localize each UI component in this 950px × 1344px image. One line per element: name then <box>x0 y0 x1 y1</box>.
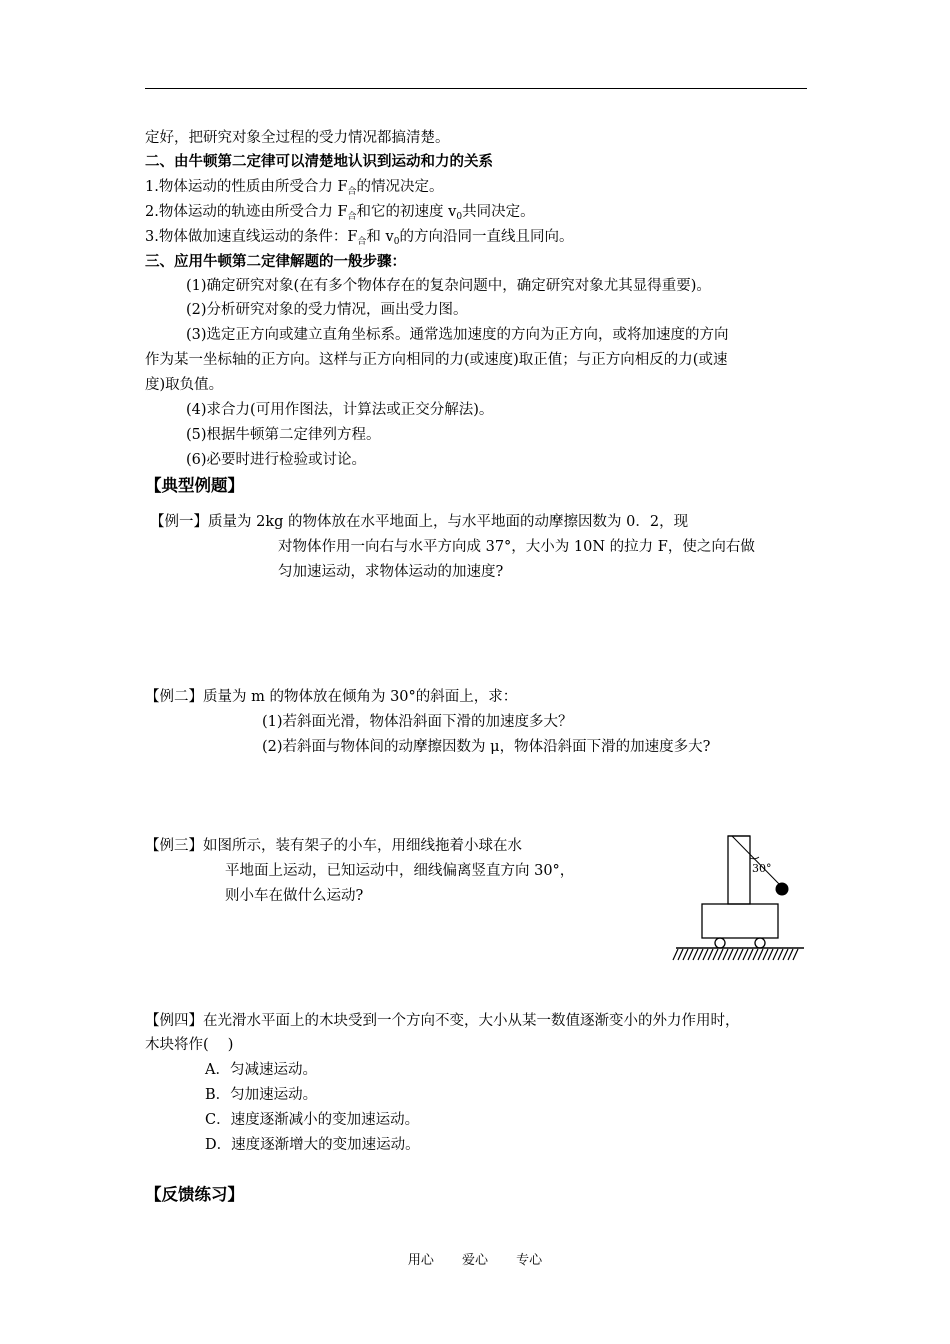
example4-option-d: D．速度逐渐增大的变加速运动。 <box>205 1137 420 1153</box>
hatch-stroke <box>708 949 713 960</box>
footer-word-2: 爱心 <box>461 1253 488 1268</box>
hatch-stroke <box>788 949 793 960</box>
hatch-stroke <box>723 949 728 960</box>
hatch-stroke <box>763 949 768 960</box>
section3-step4: (4)求合力(可用作图法，计算法或正交分解法)。 <box>186 402 494 418</box>
hatch-stroke <box>678 949 683 960</box>
frame-post <box>728 836 750 904</box>
example4-line2: 木块将作( ) <box>145 1037 234 1053</box>
example3-line2: 平地面上运动，已知运动中，细线偏离竖直方向 30°， <box>225 863 575 879</box>
example2-line2: (1)若斜面光滑，物体沿斜面下滑的加速度多大？ <box>262 714 573 730</box>
cart-pendulum-diagram <box>672 830 808 968</box>
hatch-stroke <box>693 949 698 960</box>
example4-option-c: C．速度逐渐减小的变加速运动。 <box>205 1112 420 1128</box>
section3-step1: (1)确定研究对象(在有多个物体存在的复杂问题中，确定研究对象尤其显得重要)。 <box>186 278 711 294</box>
section3-step3-line2: 作为某一坐标轴的正方向。这样与正方向相同的力(或速度)取正值；与正方向相反的力(或速 <box>145 352 728 368</box>
ground-hatching <box>673 949 798 960</box>
hatch-stroke <box>773 949 778 960</box>
intro-continuation: 定好，把研究对象全过程的受力情况都搞清楚。 <box>145 130 450 146</box>
section2-item1: 1.物体运动的性质由所受合力 $F_合$的情况决定。 <box>145 179 444 197</box>
examples-heading: 【典型例题】 <box>145 476 244 495</box>
hatch-stroke <box>673 949 678 960</box>
page-footer <box>0 1249 950 1268</box>
hatch-stroke <box>738 949 743 960</box>
footer-word-3: 专心 <box>516 1253 543 1268</box>
example1-line2: 对物体作用一向右与水平方向成 37°，大小为 10N 的拉力 F，使之向右做 <box>278 539 755 555</box>
section2-item2: 2.物体运动的轨迹由所受合力 $F_合$和它的初速度 $v_0$共同决定。 <box>145 204 535 222</box>
wheel-right <box>755 938 765 948</box>
hatch-stroke <box>753 949 758 960</box>
hatch-stroke <box>683 949 688 960</box>
hatch-stroke <box>713 949 718 960</box>
section2-title: 二、由牛顿第二定律可以清楚地认识到运动和力的关系 <box>145 153 493 170</box>
section3-title: 三、应用牛顿第二定律解题的一般步骤： <box>145 253 406 270</box>
hatch-stroke <box>748 949 753 960</box>
example4-line1: 【例四】在光滑水平面上的木块受到一个方向不变，大小从某一数值逐渐变小的外力作用时， <box>145 1013 740 1029</box>
feedback-heading: 【反馈练习】 <box>145 1185 244 1204</box>
angle-arc <box>750 857 759 859</box>
example3-line1: 【例三】如图所示，装有架子的小车，用细线拖着小球在水 <box>145 838 522 854</box>
example4-option-b: B．匀加速运动。 <box>205 1087 318 1103</box>
hatch-stroke <box>703 949 708 960</box>
hatch-stroke <box>743 949 748 960</box>
cart-body <box>702 904 778 938</box>
example3-line3: 则小车在做什么运动? <box>225 888 364 904</box>
section3-step5: (5)根据牛顿第二定律列方程。 <box>186 427 381 443</box>
wheel-left <box>715 938 725 948</box>
hatch-stroke <box>793 949 798 960</box>
hatch-stroke <box>728 949 733 960</box>
example1-line1: 【例一】质量为 2kg 的物体放在水平地面上，与水平地面的动摩擦因数为 0．2，现 <box>150 514 689 530</box>
section2-item3: 3.物体做加速直线运动的条件：$F_合$和 $v_0$的方向沿同一直线且同向。 <box>145 229 574 247</box>
section3-step2: (2)分析研究对象的受力情况，画出受力图。 <box>186 302 468 318</box>
hatch-stroke <box>783 949 788 960</box>
cart-pendulum-figure <box>672 830 808 968</box>
hatch-stroke <box>758 949 763 960</box>
ball <box>776 883 789 896</box>
section3-step3-line1: (3)选定正方向或建立直角坐标系。通常选加速度的方向为正方向，或将加速度的方向 <box>186 327 729 343</box>
hatch-stroke <box>698 949 703 960</box>
hatch-stroke <box>718 949 723 960</box>
hatch-stroke <box>688 949 693 960</box>
example2-line3: (2)若斜面与物体间的动摩擦因数为 μ，物体沿斜面下滑的加速度多大? <box>262 739 711 755</box>
hatch-stroke <box>778 949 783 960</box>
footer-word-1: 用心 <box>407 1253 434 1268</box>
example1-line3: 匀加速运动，求物体运动的加速度? <box>278 564 504 580</box>
angle-label: 30° <box>752 862 772 875</box>
hatch-stroke <box>733 949 738 960</box>
section3-step3-line3: 度)取负值。 <box>145 377 224 393</box>
example4-option-a: A．匀减速运动。 <box>205 1062 317 1078</box>
section3-step6: (6)必要时进行检验或讨论。 <box>186 452 367 468</box>
example2-line1: 【例二】质量为 m 的物体放在倾角为 30°的斜面上，求： <box>145 689 518 705</box>
hatch-stroke <box>768 949 773 960</box>
header-rule <box>145 88 807 89</box>
